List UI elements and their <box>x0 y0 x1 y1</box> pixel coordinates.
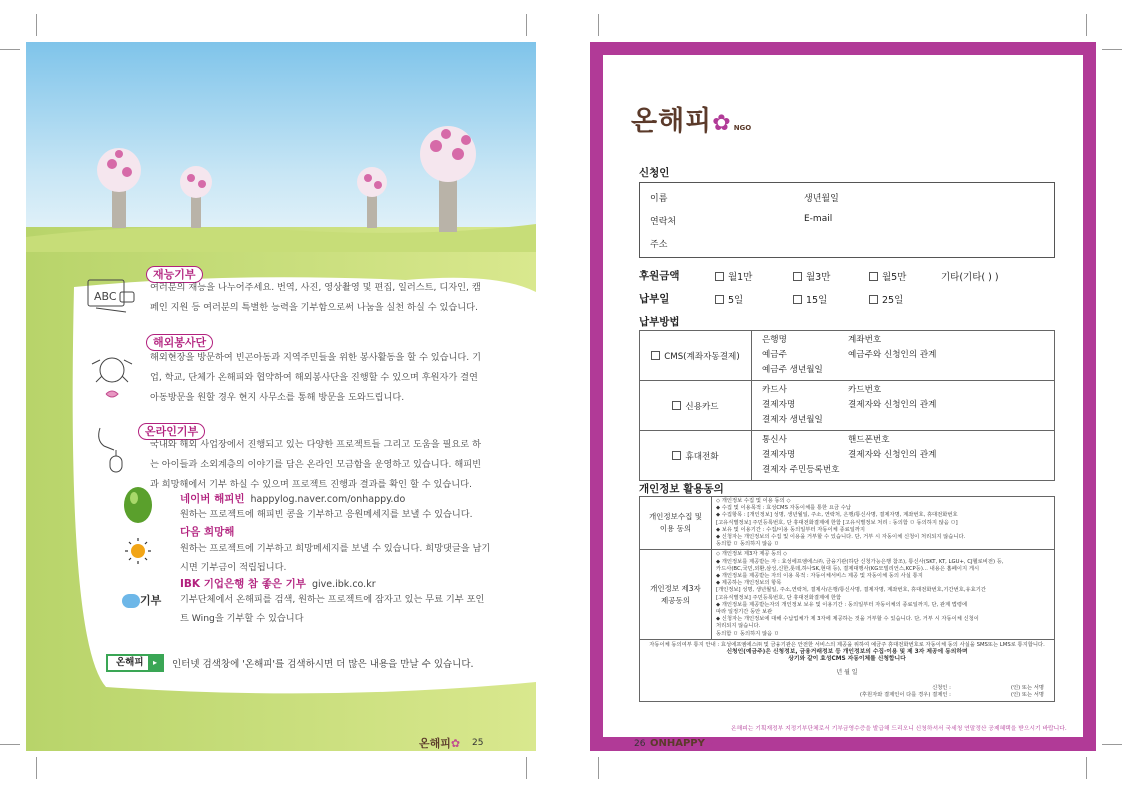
field-label: 결제자와 신청인의 관계 <box>848 450 937 460</box>
left-page <box>26 42 536 751</box>
body-line: 페인 지원 등 여러분의 특별한 능력을 기부함으로써 나눔을 실천 하실 수 있습니다. <box>150 302 478 313</box>
payday-option-3[interactable] <box>869 292 903 306</box>
field-label: 결제자명 <box>762 450 796 460</box>
text-line: ◆ 보유 및 이용기간 : 수집/이용 동의일부터 자동이체 종료일까지 <box>716 526 866 533</box>
text-line: [고유식별정보] 주민등록번호, 단 휴대전화결제에 한함 <box>716 594 842 601</box>
field-label: 핸드폰번호 <box>848 435 890 445</box>
daum-hope-body <box>180 539 490 577</box>
clover-icon: ✿ <box>712 111 732 136</box>
text-line: ◆ 수집 및 이용목적 : 효성CMS 자동이체를 통한 요금 수납 <box>716 505 851 512</box>
ibk-logo-icon <box>122 592 161 608</box>
payday-label: 납부일 <box>639 293 670 305</box>
option-text: 25일 <box>882 295 904 306</box>
signer-tail[interactable]: (인) 또는 서명 <box>1010 691 1044 698</box>
method-phone-fields <box>752 431 1055 481</box>
footer-logo <box>650 738 713 749</box>
ibk-logo-text: 기부 <box>140 594 162 607</box>
text-line: [고유식별정보] 주민등록번호, 단 휴대전화결제에 한함 [고유식별정보 처리 : 동의함 ㅁ 동의하지 않음 ㅁ] <box>716 519 958 526</box>
label-line: 개인정보 제3자 <box>650 583 701 593</box>
field-label: 은행명 <box>762 335 787 345</box>
clover-icon: ✿ <box>450 737 461 750</box>
amount-option-3[interactable] <box>869 269 906 283</box>
body-line: 해외현장을 방문하여 빈곤아동과 지역주민들을 위한 봉사활동을 할 수 있습니다. 기 <box>150 352 481 363</box>
field-label: 계좌번호 <box>848 335 882 345</box>
method-row-phone <box>640 431 1055 481</box>
naver-happybean-body: 원하는 프로젝트에 해피빈 콩을 기부하고 응원메세지를 보낼 수 있습니다. <box>180 509 473 520</box>
body-line: 아동방문을 원할 경우 현지 사무소를 통해 방문을 도와드립니다. <box>150 392 405 403</box>
agree-line: 상기와 같이 효성CMS 자동이체를 신청합니다 <box>788 656 906 663</box>
privacy-collect-label <box>640 497 712 550</box>
ibk-title <box>180 576 376 591</box>
label-line: 제공동의 <box>661 595 690 605</box>
ibk-body <box>180 590 484 628</box>
option-text: 월1만 <box>728 272 753 283</box>
signer-label: 신청인 : <box>932 684 951 691</box>
body-line: 트 Wing을 기부할 수 있습니다 <box>180 613 304 624</box>
privacy-third-party-label <box>640 550 712 639</box>
label-line: 개인정보수집 및 <box>648 512 703 522</box>
payday-option-1[interactable] <box>715 292 743 306</box>
body-line: 여러분의 재능을 나누어주세요. 번역, 사진, 영상촬영 및 편집, 일러스트, 디자인, 캠 <box>150 282 481 293</box>
checkbox[interactable] <box>651 351 660 360</box>
checkbox[interactable] <box>672 401 681 410</box>
address-label: 주소 <box>650 240 668 250</box>
search-arrow-icon[interactable]: ▸ <box>148 656 162 670</box>
method-label: 신용카드 <box>685 401 719 412</box>
text-line: 따라 일정기간 동안 보관 <box>716 609 773 616</box>
amount-option-1[interactable] <box>715 269 752 283</box>
naver-title-text: 네이버 해피빈 <box>180 493 245 505</box>
method-cms-fields <box>752 331 1055 381</box>
checkbox[interactable] <box>715 272 724 281</box>
text-line: ◆ 수집항목 : [개인정보] 성명, 생년월일, 주소, 연락처, 은행/통신사명, 결제자명, 계좌번호, 휴대전화번호 <box>716 512 958 519</box>
talent-donation-body <box>150 278 481 318</box>
logo-text: 온해피 <box>419 737 451 750</box>
field-label: 예금주 <box>762 350 787 360</box>
logo-text: 온해피 <box>631 106 713 137</box>
method-table <box>639 330 1055 481</box>
field-label: 결제자명 <box>762 400 796 410</box>
footer-logo-text: ONHAPPY <box>650 738 705 749</box>
agree-line: 신청인(예금주)은 신청정보, 금융거래정보 등 개인정보의 수집·이용 및 제 3자 제공에 동의하며 <box>726 649 968 656</box>
amount-label: 후원금액 <box>639 270 680 282</box>
field-label: 결제자 생년월일 <box>762 415 823 425</box>
body-line: 과 희망해에서 기부 하실 수 있으며 프로젝트 진행과 결과를 확인 할 수 있습니다. <box>150 479 472 490</box>
option-text: 15일 <box>806 295 828 306</box>
option-text: 월3만 <box>806 272 831 283</box>
field-label: 결제자와 신청인의 관계 <box>848 400 937 410</box>
method-label: 휴대전화 <box>685 451 719 462</box>
daum-hope-title: 다음 희망해 <box>180 526 235 538</box>
body-line: 업, 학교, 단체가 온해피와 협약하여 해외봉사단을 진행할 수 있으며 후원자가 결연 <box>150 372 478 383</box>
signer-tail[interactable]: (인) 또는 서명 <box>1010 684 1044 691</box>
checkbox[interactable] <box>715 295 724 304</box>
method-row-card <box>640 381 1055 431</box>
method-cms-cell[interactable] <box>640 331 752 381</box>
page-number: 26 <box>634 739 646 749</box>
onhappy-logo <box>419 735 460 751</box>
method-label: CMS(계좌자동결제) <box>664 351 740 362</box>
body-line: 국내와 해외 사업장에서 진행되고 있는 다양한 프로젝트들 그리고 도움을 필요로 하 <box>150 439 481 450</box>
talent-donation-title: 재능기부 <box>146 266 203 283</box>
field-label: 카드사 <box>762 385 787 395</box>
checkbox[interactable] <box>869 295 878 304</box>
happybean-icon <box>124 487 152 523</box>
privacy-row-collect <box>640 497 1055 550</box>
privacy-row-agreement <box>640 639 1055 701</box>
privacy-table <box>639 496 1055 702</box>
text-line: ◆ 개인정보를 제공받는 자의 이용 목적 : 자동이체서비스 제공 및 자동이체 동의 사실 통지 <box>716 573 923 580</box>
field-label: 예금주 생년월일 <box>762 365 823 375</box>
text-line: 처리되지 않습니다. <box>716 623 761 630</box>
overseas-volunteer-body <box>150 348 481 408</box>
privacy-agreement-cell <box>640 639 1055 701</box>
applicant-heading: 신청인 <box>639 167 670 179</box>
signer-label: (후원자와 결제인이 다를 경우) 결제인 : <box>859 691 951 698</box>
payday-option-2[interactable] <box>793 292 827 306</box>
option-text: 월5만 <box>882 272 907 283</box>
name-label: 이름 <box>650 194 668 204</box>
text-line: ◆ 신청자는 개인정보에 대해 수납업체가 제 3자에 제공하는 것을 거부할 수 있습니다. 단, 거부 시 자동이체 신청이 <box>716 616 979 623</box>
text-line: ◆ 개인정보를 제공받는자의 개인정보 보유 및 이용기간 : 동의일부터 자동이체의 종료일까지, 단, 관계 법령에 <box>716 601 968 608</box>
page-number: 25 <box>472 738 484 748</box>
application-form <box>603 55 1083 737</box>
method-heading: 납부방법 <box>639 316 680 328</box>
search-instruction: 인터넷 검색창에 '온해피'를 검색하시면 더 많은 내용을 만날 수 있습니다. <box>172 659 474 670</box>
search-box-text: 온해피 <box>116 657 144 668</box>
search-box[interactable] <box>106 654 164 672</box>
logo-sub: NGO <box>733 124 752 132</box>
field-label: 예금주와 신청인의 관계 <box>848 350 937 360</box>
text-line: [개인정보] 성명, 생년월일, 주소,연락처, 결제사/은행/통신사명, 결제자명, 계좌번호, 휴대전화번호,기간번호,유효기간 <box>716 587 987 594</box>
method-row-cms <box>640 331 1055 381</box>
text-line: ◆ 제공하는 개인정보의 항목 <box>716 580 782 587</box>
text-line: 동의함 ㅁ 동의하지 않음 ㅁ <box>716 630 780 637</box>
online-donation-title: 온라인기부 <box>138 423 205 440</box>
checkbox[interactable] <box>793 272 802 281</box>
privacy-collect-text <box>712 497 1055 550</box>
online-donation-body <box>150 435 481 495</box>
field-label: 결제자 주민등록번호 <box>762 465 840 475</box>
checkbox[interactable] <box>672 451 681 460</box>
method-card-cell[interactable] <box>640 381 752 431</box>
method-phone-cell[interactable] <box>640 431 752 481</box>
body-line: 는 아이들과 소외계층의 이야기를 담은 온라인 모금함을 운영하고 있습니다. 해피빈 <box>150 459 481 470</box>
text-line: 카드사(BC,국민,외환,삼성,신한,롯데,하나SK,현대 등), 결제대행사(KG모빌리언스,KCP등)... 내용은 홈페이지 게시 <box>716 565 980 572</box>
label-line: 이용 동의 <box>659 524 692 534</box>
birth-label: 생년월일 <box>804 194 839 204</box>
applicant-box <box>639 182 1055 258</box>
privacy-heading: 개인정보 활용동의 <box>639 483 724 495</box>
text-line: ◆ 신청자는 개인정보의 수집 및 이용을 거부할 수 있습니다. 단, 거부 시 자동이체 신청이 처리되지 않습니다. <box>716 534 966 541</box>
body-line: 기부단체에서 온해피를 검색, 원하는 프로젝트에 잠자고 있는 무료 기부 포인 <box>180 594 485 605</box>
body-line: 원하는 프로젝트에 기부하고 희망메세지를 보낼 수 있습니다. 희망댓글을 남기 <box>180 543 491 554</box>
clover-icon: ✿ <box>704 738 714 749</box>
text-line: ◇ 개인정보 제3자 제공 동의 ◇ <box>716 551 788 558</box>
footer-note: 온해피는 기획재정부 지정기부단체로서 기부금영수증을 발급해 드리오니 신청하셔서 국세청 연말정산 공제혜택을 받으시기 바랍니다. <box>731 726 1067 732</box>
naver-url[interactable]: happylog.naver.com/onhappy.do <box>250 494 406 505</box>
date-line: 년 월 일 <box>836 669 858 677</box>
method-card-fields <box>752 381 1055 431</box>
checkbox[interactable] <box>869 272 878 281</box>
email-label: E-mail <box>804 214 833 224</box>
privacy-third-party-text <box>712 550 1055 639</box>
field-label: 통신사 <box>762 435 787 445</box>
contact-label: 연락처 <box>650 217 677 227</box>
option-text: 5일 <box>728 295 744 306</box>
naver-happybean-title <box>180 491 405 506</box>
svg-text:ABC: ABC <box>94 290 117 303</box>
ibk-title-text: IBK 기업은행 참 좋은 기부 <box>180 578 306 590</box>
onhappy-logo-large <box>631 99 751 138</box>
overseas-volunteer-title: 해외봉사단 <box>146 334 213 351</box>
amount-option-2[interactable] <box>793 269 830 283</box>
amount-other[interactable]: 기타(기타( ) ) <box>941 272 999 283</box>
privacy-row-third-party <box>640 550 1055 639</box>
right-page <box>590 42 1096 751</box>
body-line: 시면 기부금이 적립됩니다. <box>180 562 287 573</box>
field-label: 카드번호 <box>848 385 882 395</box>
text-line: ◇ 개인정보 수집 및 이용 동의 ◇ <box>716 498 791 504</box>
checkbox[interactable] <box>793 295 802 304</box>
text-line: 동의함 ㅁ 동의하지 않음 ㅁ <box>716 541 780 548</box>
notice-line: 자동이체 동의여부 통지 안내 : 효성에프엠에스㈜ 및 금융기관은 안전한 서비스의 제공을 위하여 예금주 휴대전화번호로 자동이체 동의 사실을 SMS또는 LMS로 통지합니다. <box>649 641 1045 648</box>
ibk-url[interactable]: give.ibk.co.kr <box>311 579 376 590</box>
text-line: ◆ 개인정보를 제공받는 자 : 효성에프엠에스㈜, 금융기관(하단 신청가능은행 참조), 통신사(SKT, KT, LGU+, CJ헬로비전) 등, <box>716 558 1004 565</box>
